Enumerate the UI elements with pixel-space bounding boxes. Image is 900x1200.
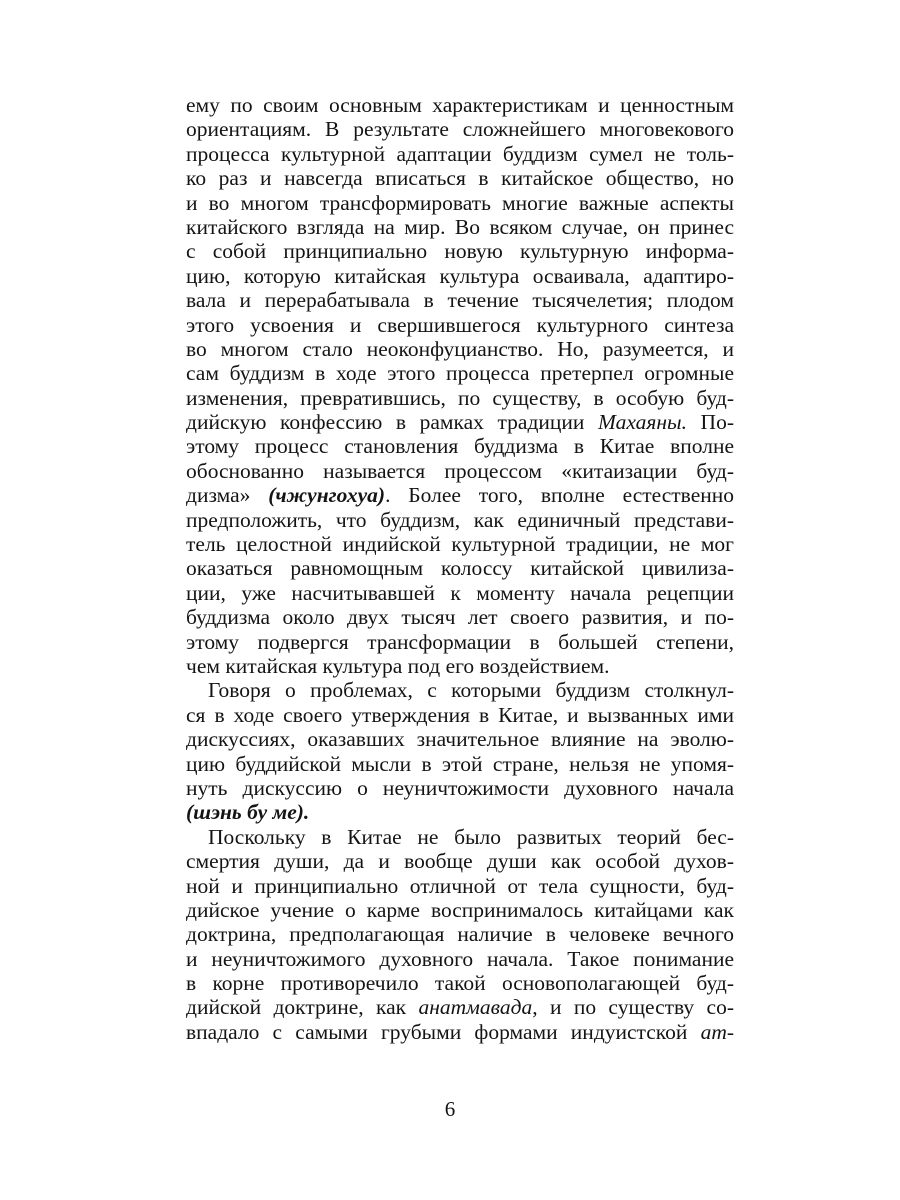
text-line xyxy=(186,508,734,532)
text-line xyxy=(186,995,734,1019)
text-run: с собой принципиально новую культурную информа- xyxy=(186,239,734,264)
text-line xyxy=(186,703,734,727)
text-line xyxy=(186,971,734,995)
text-run: процесса культурной адаптации буддизм сумел не толь- xyxy=(186,141,734,166)
text-run: доктрина, предполагающая наличие в человеке вечного xyxy=(186,922,734,947)
text-line xyxy=(186,727,734,751)
text-run: обоснованно называется процессом «китаизации буд- xyxy=(186,458,734,483)
emphasized-term: анатмавада xyxy=(418,995,533,1020)
text-line xyxy=(186,605,734,629)
page-number: 6 xyxy=(444,1097,456,1121)
text-run: нуть дискуссию о неуничтожимости духовного начала xyxy=(186,775,734,800)
text-run: тель целостной индийской культурной традиции, не мог xyxy=(186,532,734,557)
text-line xyxy=(186,191,734,215)
text-line xyxy=(186,581,734,605)
text-run: ся в ходе своего утверждения в Китае, и вызванных ими xyxy=(186,702,734,727)
text-run: дийское учение о карме воспринималось китайцами как xyxy=(186,897,734,922)
text-line xyxy=(186,239,734,263)
text-line xyxy=(186,1020,734,1044)
text-line xyxy=(186,947,734,971)
text-run: смертия души, да и вообще души как особой духов- xyxy=(186,849,734,874)
text-run: чем китайская культура под его воздействием. xyxy=(186,653,610,678)
text-line xyxy=(186,142,734,166)
text-run: Поскольку в Китае не было развитых теорий бес- xyxy=(208,824,734,849)
text-run: этого усвоения и свершившегося культурного синтеза xyxy=(186,312,734,337)
text-line xyxy=(186,215,734,239)
text-line xyxy=(186,752,734,776)
text-run: и во многом трансформировать многие важные аспекты xyxy=(186,190,734,215)
text-run: Говоря о проблемах, с которыми буддизм столкнул- xyxy=(208,678,734,703)
text-run: в корне противоречило такой основополагающей буд- xyxy=(186,971,734,996)
text-run: , и по существу со- xyxy=(532,995,734,1020)
text-run: сам буддизм в ходе этого процесса претерпел огромные xyxy=(186,361,734,386)
text-line xyxy=(186,288,734,312)
text-run: цию буддийской мысли в этой стране, нельзя не упомя- xyxy=(186,751,734,776)
text-line xyxy=(186,874,734,898)
text-run: во многом стало неоконфуцианство. Но, разумеется, и xyxy=(186,336,734,361)
text-run: и неуничтожимого духовного начала. Такое понимание xyxy=(186,946,734,971)
text-line xyxy=(186,898,734,922)
text-run: дийской доктрине, как xyxy=(186,995,419,1020)
text-run: По- xyxy=(686,410,734,435)
text-line xyxy=(186,117,734,141)
text-line xyxy=(186,434,734,458)
text-line xyxy=(186,483,734,507)
text-run: ной и принципиально отличной от тела сущности, буд- xyxy=(186,873,734,898)
text-line xyxy=(186,410,734,434)
text-run: буддизма около двух тысяч лет своего развития, и по- xyxy=(186,605,734,630)
paragraph xyxy=(186,678,734,824)
body-text xyxy=(186,93,734,1044)
text-run: дизма» xyxy=(186,483,269,508)
text-run: ции, уже насчитывавшей к моменту начала рецепции xyxy=(186,580,734,605)
text-run: впадало с самыми грубыми формами индуистской xyxy=(186,1019,701,1044)
text-line xyxy=(186,386,734,410)
text-run: цию, которую китайская культура осваивала, адаптиро- xyxy=(186,263,734,288)
text-line xyxy=(186,556,734,580)
text-run: ему по своим основным характеристикам и ценностным xyxy=(186,93,734,117)
text-line xyxy=(186,800,734,824)
text-run: ориентациям. В результате сложнейшего многовекового xyxy=(186,117,734,142)
emphasized-term: Махаяны. xyxy=(598,410,687,435)
text-line xyxy=(186,849,734,873)
text-run: этому процесс становления буддизма в Китае вполне xyxy=(186,434,734,459)
text-run: китайского взгляда на мир. Во всяком случае, он принес xyxy=(186,214,734,239)
text-run: дискуссиях, оказавших значительное влияние на эволю- xyxy=(186,727,734,752)
text-line xyxy=(186,678,734,702)
text-run: . Более того, вполне естественно xyxy=(385,483,734,508)
text-line xyxy=(186,337,734,361)
text-run: предположить, что буддизм, как единичный представи- xyxy=(186,507,734,532)
text-line xyxy=(186,654,734,678)
text-run: изменения, превратившись, по существу, в особую буд- xyxy=(186,385,734,410)
text-line xyxy=(186,264,734,288)
paragraph xyxy=(186,825,734,1045)
text-line xyxy=(186,922,734,946)
text-line xyxy=(186,313,734,337)
text-run: оказаться равномощным колоссу китайской цивилиза- xyxy=(186,556,734,581)
text-line xyxy=(186,532,734,556)
text-run: вала и перерабатывала в течение тысячелетия; плодом xyxy=(186,288,734,313)
text-line xyxy=(186,93,734,117)
text-line xyxy=(186,361,734,385)
text-line xyxy=(186,459,734,483)
text-line xyxy=(186,825,734,849)
text-run: дийскую конфессию в рамках традиции xyxy=(186,410,598,435)
text-line xyxy=(186,630,734,654)
emphasized-term: (шэнь бу ме). xyxy=(186,800,310,825)
emphasized-term: ат- xyxy=(700,1019,734,1044)
text-line xyxy=(186,776,734,800)
paragraph xyxy=(186,93,734,678)
text-run: ко раз и навсегда вписаться в китайское общество, но xyxy=(186,166,734,191)
text-line xyxy=(186,166,734,190)
text-run: этому подвергся трансформации в большей степени, xyxy=(186,629,734,654)
emphasized-term: (чжунгохуа) xyxy=(268,483,386,508)
